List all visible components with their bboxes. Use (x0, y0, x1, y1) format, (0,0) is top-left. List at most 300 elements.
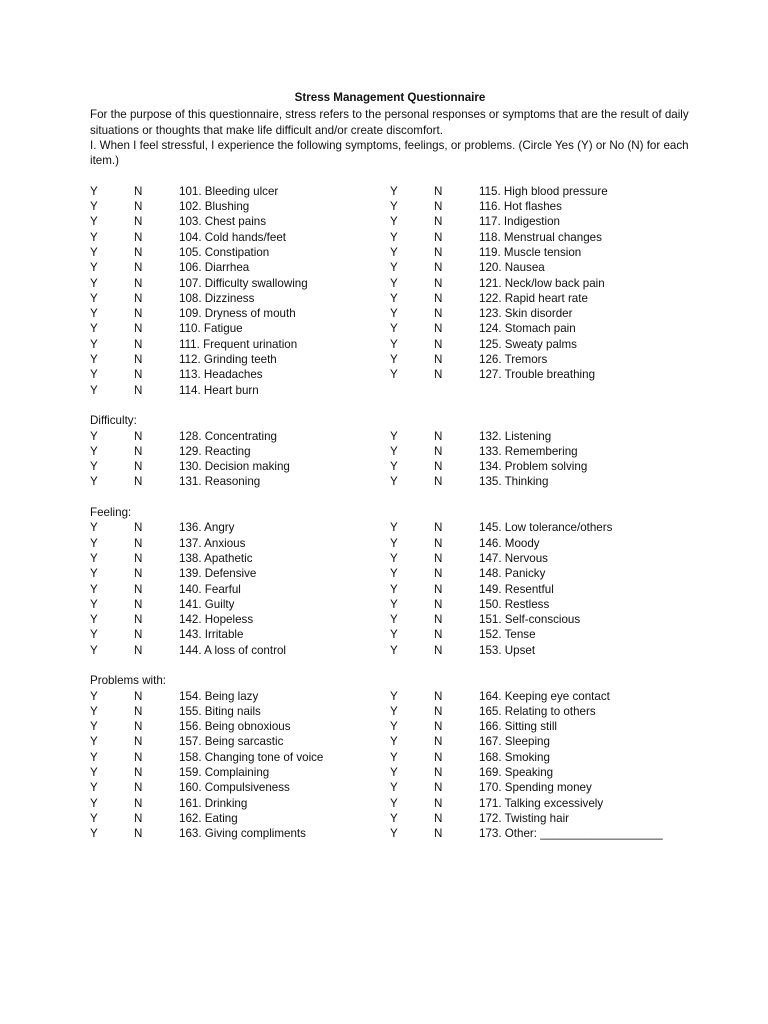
list-item (390, 826, 690, 841)
no-option[interactable]: N (134, 567, 143, 581)
list-item (390, 780, 690, 795)
item-label: 109. Dryness of mouth (179, 307, 296, 321)
no-option[interactable]: N (434, 307, 443, 321)
list-item (90, 459, 390, 474)
list-item (90, 184, 390, 199)
yes-option[interactable]: Y (390, 429, 398, 443)
item-label: 136. Angry (179, 521, 235, 535)
no-option[interactable]: N (134, 322, 143, 336)
list-item (390, 612, 690, 627)
yes-option[interactable]: Y (390, 475, 398, 489)
yes-option[interactable]: Y (90, 200, 98, 214)
no-option[interactable]: N (434, 551, 443, 565)
yes-option[interactable]: Y (90, 368, 98, 382)
no-option[interactable]: N (134, 689, 143, 703)
list-item (90, 383, 390, 398)
item-grid (90, 429, 690, 490)
no-option[interactable]: N (434, 184, 443, 198)
item-column-left (90, 520, 390, 658)
no-option[interactable]: N (434, 322, 443, 336)
list-item (90, 597, 390, 612)
list-item (390, 811, 690, 826)
item-label: 138. Apathetic (179, 551, 253, 565)
list-item (390, 321, 690, 336)
list-item (90, 520, 390, 535)
list-item (90, 352, 390, 367)
list-item (90, 551, 390, 566)
no-option[interactable]: N (134, 704, 143, 718)
no-option[interactable]: N (434, 261, 443, 275)
no-option[interactable]: N (434, 521, 443, 535)
no-option[interactable]: N (434, 689, 443, 703)
item-label: 104. Cold hands/feet (179, 230, 286, 244)
section-heading: Feeling: (90, 506, 132, 520)
list-item (90, 214, 390, 229)
no-option[interactable]: N (434, 582, 443, 596)
no-option[interactable]: N (434, 766, 443, 780)
item-label: 163. Giving compliments (179, 827, 306, 841)
item-label: 169. Speaking (479, 766, 554, 780)
no-option[interactable]: N (134, 353, 143, 367)
yes-option[interactable]: Y (90, 766, 98, 780)
list-item (390, 627, 690, 642)
item-grid (90, 520, 690, 658)
item-label: 148. Panicky (479, 567, 546, 581)
list-item (390, 276, 690, 291)
no-option[interactable]: N (134, 781, 143, 795)
yes-option[interactable]: Y (90, 781, 98, 795)
questionnaire-page (90, 90, 690, 842)
yes-option[interactable]: Y (90, 353, 98, 367)
item-label: 125. Sweaty palms (479, 337, 577, 351)
yes-option[interactable]: Y (390, 720, 398, 734)
yes-option[interactable]: Y (90, 245, 98, 259)
list-item (390, 536, 690, 551)
item-label: 159. Complaining (179, 766, 270, 780)
yes-option[interactable]: Y (390, 750, 398, 764)
no-option[interactable]: N (434, 475, 443, 489)
page-title: Stress Management Questionnaire (294, 91, 486, 104)
yes-option[interactable]: Y (390, 796, 398, 810)
yes-option[interactable]: Y (90, 643, 98, 657)
yes-option[interactable]: Y (90, 444, 98, 458)
yes-option[interactable]: Y (90, 291, 98, 305)
yes-option[interactable]: Y (90, 521, 98, 535)
item-column-left (90, 689, 390, 842)
yes-option[interactable]: Y (90, 796, 98, 810)
yes-option[interactable]: Y (390, 811, 398, 825)
list-item (90, 689, 390, 704)
item-label: 105. Constipation (179, 245, 270, 259)
no-option[interactable]: N (434, 597, 443, 611)
item-label: 101. Bleeding ulcer (179, 184, 279, 198)
no-option[interactable]: N (134, 460, 143, 474)
no-option[interactable]: N (134, 521, 143, 535)
item-label: 116. Hot flashes (479, 200, 562, 214)
item-label: 130. Decision making (179, 460, 290, 474)
no-option[interactable]: N (434, 444, 443, 458)
yes-option[interactable]: Y (90, 720, 98, 734)
yes-option[interactable]: Y (90, 383, 98, 397)
item-label: 107. Difficulty swallowing (179, 276, 308, 290)
list-item (390, 689, 690, 704)
item-label: 146. Moody (479, 536, 540, 550)
item-label: 128. Concentrating (179, 429, 277, 443)
section-0 (90, 184, 690, 398)
yes-option[interactable]: Y (90, 261, 98, 275)
list-item (90, 337, 390, 352)
yes-option[interactable]: Y (390, 184, 398, 198)
item-label: 144. A loss of control (179, 643, 286, 657)
no-option[interactable]: N (434, 429, 443, 443)
no-option[interactable]: N (434, 276, 443, 290)
no-option[interactable]: N (134, 276, 143, 290)
yes-option[interactable]: Y (390, 628, 398, 642)
yes-option[interactable]: Y (390, 582, 398, 596)
item-label: 167. Sleeping (479, 735, 550, 749)
yes-option[interactable]: Y (390, 291, 398, 305)
no-option[interactable]: N (134, 291, 143, 305)
no-option[interactable]: N (134, 643, 143, 657)
yes-option[interactable]: Y (90, 811, 98, 825)
item-label: 120. Nausea (479, 261, 545, 275)
section-heading: Problems with: (90, 674, 167, 688)
item-label: 124. Stomach pain (479, 322, 576, 336)
no-option[interactable]: N (134, 184, 143, 198)
list-item (90, 704, 390, 719)
item-label: 115. High blood pressure (479, 184, 608, 198)
yes-option[interactable]: Y (390, 200, 398, 214)
list-item (390, 582, 690, 597)
item-label: 158. Changing tone of voice (179, 750, 324, 764)
item-label: 156. Being obnoxious (179, 720, 291, 734)
no-option[interactable]: N (134, 796, 143, 810)
item-label: 110. Fatigue (179, 322, 243, 336)
yes-option[interactable]: Y (90, 536, 98, 550)
questionnaire-sections (90, 184, 690, 842)
yes-option[interactable]: Y (90, 215, 98, 229)
yes-option[interactable]: Y (90, 322, 98, 336)
yes-option[interactable]: Y (390, 643, 398, 657)
item-label: 123. Skin disorder (479, 307, 573, 321)
yes-option[interactable]: Y (90, 628, 98, 642)
no-option[interactable]: N (134, 551, 143, 565)
yes-option[interactable]: Y (390, 704, 398, 718)
no-option[interactable]: N (134, 536, 143, 550)
no-option[interactable]: N (134, 368, 143, 382)
no-option[interactable]: N (134, 597, 143, 611)
item-label: 103. Chest pains (179, 215, 267, 229)
list-item (90, 367, 390, 382)
no-option[interactable]: N (434, 353, 443, 367)
list-item (90, 719, 390, 734)
item-label: 157. Being sarcastic (179, 735, 284, 749)
no-option[interactable]: N (434, 536, 443, 550)
item-label: 111. Frequent urination (179, 337, 298, 351)
yes-option[interactable]: Y (90, 184, 98, 198)
item-label: 126. Tremors (479, 353, 548, 367)
list-item (390, 429, 690, 444)
list-item (390, 260, 690, 275)
no-option[interactable]: N (134, 582, 143, 596)
list-item (90, 474, 390, 489)
list-item (90, 260, 390, 275)
no-option[interactable]: N (134, 215, 143, 229)
yes-option[interactable]: Y (90, 735, 98, 749)
item-label: 153. Upset (479, 643, 536, 657)
yes-option[interactable]: Y (390, 245, 398, 259)
no-option[interactable]: N (434, 720, 443, 734)
list-item (90, 276, 390, 291)
list-item (90, 627, 390, 642)
yes-option[interactable]: Y (90, 750, 98, 764)
item-grid (90, 689, 690, 842)
no-option[interactable]: N (434, 200, 443, 214)
list-item (90, 811, 390, 826)
no-option[interactable]: N (134, 720, 143, 734)
no-option[interactable]: N (134, 230, 143, 244)
list-item (390, 474, 690, 489)
item-label: 134. Problem solving (479, 460, 588, 474)
no-option[interactable]: N (134, 429, 143, 443)
yes-option[interactable]: Y (390, 460, 398, 474)
no-option[interactable]: N (134, 444, 143, 458)
no-option[interactable]: N (134, 628, 143, 642)
list-item (90, 245, 390, 260)
item-label: 113. Headaches (179, 368, 263, 382)
item-label: 160. Compulsiveness (179, 781, 290, 795)
yes-option[interactable]: Y (390, 337, 398, 351)
item-label: 147. Nervous (479, 551, 548, 565)
no-option[interactable]: N (134, 827, 143, 841)
no-option[interactable]: N (434, 643, 443, 657)
list-item (390, 291, 690, 306)
list-item (90, 582, 390, 597)
yes-option[interactable]: Y (90, 827, 98, 841)
yes-option[interactable]: Y (90, 689, 98, 703)
no-option[interactable]: N (434, 796, 443, 810)
no-option[interactable]: N (434, 368, 443, 382)
item-label: 117. Indigestion (479, 215, 561, 229)
list-item (390, 337, 690, 352)
yes-option[interactable]: Y (390, 322, 398, 336)
no-option[interactable]: N (134, 383, 143, 397)
no-option[interactable]: N (134, 750, 143, 764)
no-option[interactable]: N (434, 230, 443, 244)
intro-text (90, 107, 690, 168)
yes-option[interactable]: Y (90, 460, 98, 474)
yes-option[interactable]: Y (90, 704, 98, 718)
yes-option[interactable]: Y (390, 521, 398, 535)
yes-option[interactable]: Y (390, 551, 398, 565)
no-option[interactable]: N (434, 291, 443, 305)
item-column-right (390, 520, 690, 658)
list-item (90, 199, 390, 214)
list-item (390, 704, 690, 719)
item-label: 164. Keeping eye contact (479, 689, 610, 703)
list-item (390, 566, 690, 581)
list-item (390, 306, 690, 321)
yes-option[interactable]: Y (90, 429, 98, 443)
list-item (390, 367, 690, 382)
item-label: 155. Biting nails (179, 704, 261, 718)
item-label: 141. Guilty (179, 597, 235, 611)
item-label: 142. Hopeless (179, 613, 254, 627)
yes-option[interactable]: Y (90, 613, 98, 627)
no-option[interactable]: N (134, 735, 143, 749)
intro-paragraph: For the purpose of this questionnaire, stress refers to the personal responses or symptoms that are the result of daily situations or thoughts that make life difficult and/or create discomfort. (90, 108, 689, 137)
yes-option[interactable]: Y (390, 536, 398, 550)
list-item (90, 230, 390, 245)
yes-option[interactable]: Y (390, 307, 398, 321)
no-option[interactable]: N (434, 567, 443, 581)
no-option[interactable]: N (434, 750, 443, 764)
yes-option[interactable]: Y (390, 735, 398, 749)
yes-option[interactable]: Y (390, 353, 398, 367)
no-option[interactable]: N (134, 200, 143, 214)
list-item (390, 352, 690, 367)
yes-option[interactable]: Y (390, 368, 398, 382)
yes-option[interactable]: Y (90, 475, 98, 489)
no-option[interactable]: N (134, 307, 143, 321)
yes-option[interactable]: Y (390, 827, 398, 841)
no-option[interactable]: N (134, 811, 143, 825)
item-label: 102. Blushing (179, 200, 250, 214)
list-item (390, 245, 690, 260)
item-column-right (390, 429, 690, 490)
yes-option[interactable]: Y (90, 597, 98, 611)
item-label: 137. Anxious (179, 536, 246, 550)
section-1 (90, 413, 690, 489)
item-label: 152. Tense (479, 628, 536, 642)
item-label: 132. Listening (479, 429, 552, 443)
yes-option[interactable]: Y (390, 597, 398, 611)
list-item (390, 459, 690, 474)
list-item (90, 321, 390, 336)
item-label: 140. Fearful (179, 582, 241, 596)
item-label: 133. Remembering (479, 444, 578, 458)
yes-option[interactable]: Y (90, 567, 98, 581)
list-item (390, 734, 690, 749)
no-option[interactable]: N (434, 735, 443, 749)
no-option[interactable]: N (434, 781, 443, 795)
item-label: 173. Other: ___________________ (479, 827, 663, 841)
item-label: 127. Trouble breathing (479, 368, 596, 382)
yes-option[interactable]: Y (90, 582, 98, 596)
yes-option[interactable]: Y (90, 276, 98, 290)
yes-option[interactable]: Y (390, 567, 398, 581)
item-label: 171. Talking excessively (479, 796, 604, 810)
yes-option[interactable]: Y (90, 230, 98, 244)
section-3 (90, 673, 690, 841)
item-label: 129. Reacting (179, 444, 251, 458)
item-label: 170. Spending money (479, 781, 592, 795)
no-option[interactable]: N (134, 766, 143, 780)
list-item (390, 597, 690, 612)
no-option[interactable]: N (434, 460, 443, 474)
item-label: 135. Thinking (479, 475, 549, 489)
list-item (90, 826, 390, 841)
item-label: 168. Smoking (479, 750, 550, 764)
list-item (90, 566, 390, 581)
no-option[interactable]: N (134, 245, 143, 259)
no-option[interactable]: N (434, 337, 443, 351)
list-item (390, 184, 690, 199)
no-option[interactable]: N (134, 475, 143, 489)
yes-option[interactable]: Y (390, 444, 398, 458)
yes-option[interactable]: Y (90, 337, 98, 351)
item-label: 172. Twisting hair (479, 811, 570, 825)
item-grid (90, 184, 690, 398)
yes-option[interactable]: Y (390, 276, 398, 290)
list-item (90, 765, 390, 780)
list-item (90, 444, 390, 459)
item-label: 139. Defensive (179, 567, 257, 581)
list-item (390, 230, 690, 245)
yes-option[interactable]: Y (90, 307, 98, 321)
list-item (390, 796, 690, 811)
yes-option[interactable]: Y (390, 215, 398, 229)
item-label: 166. Sitting still (479, 720, 557, 734)
item-label: 154. Being lazy (179, 689, 259, 703)
item-label: 122. Rapid heart rate (479, 291, 588, 305)
yes-option[interactable]: Y (90, 551, 98, 565)
item-label: 112. Grinding teeth (179, 353, 277, 367)
no-option[interactable]: N (434, 704, 443, 718)
list-item (90, 429, 390, 444)
list-item (90, 750, 390, 765)
instructions-paragraph: I. When I feel stressful, I experience the following symptoms, feelings, or problems. (Circle Yes (Y) or No (N) for each item.) (90, 138, 689, 168)
no-option[interactable]: N (434, 613, 443, 627)
section-heading: Difficulty: (90, 414, 137, 428)
list-item (390, 719, 690, 734)
yes-option[interactable]: Y (390, 766, 398, 780)
item-column-left (90, 184, 390, 398)
no-option[interactable]: N (134, 261, 143, 275)
list-item (90, 780, 390, 795)
list-item (390, 199, 690, 214)
item-label: 114. Heart burn (179, 383, 259, 397)
list-item (390, 765, 690, 780)
yes-option[interactable]: Y (390, 689, 398, 703)
item-label: 165. Relating to others (479, 704, 596, 718)
item-column-left (90, 429, 390, 490)
item-label: 121. Neck/low back pain (479, 276, 605, 290)
no-option[interactable]: N (434, 811, 443, 825)
no-option[interactable]: N (434, 215, 443, 229)
yes-option[interactable]: Y (390, 613, 398, 627)
item-column-right (390, 184, 690, 398)
item-label: 108. Dizziness (179, 291, 255, 305)
item-label: 118. Menstrual changes (479, 230, 602, 244)
item-label: 143. Irritable (179, 628, 244, 642)
no-option[interactable]: N (434, 827, 443, 841)
item-label: 151. Self-conscious (479, 613, 581, 627)
list-item (390, 750, 690, 765)
no-option[interactable]: N (134, 613, 143, 627)
no-option[interactable]: N (134, 337, 143, 351)
no-option[interactable]: N (434, 245, 443, 259)
yes-option[interactable]: Y (390, 230, 398, 244)
item-label: 162. Eating (179, 811, 238, 825)
list-item (90, 796, 390, 811)
list-item (90, 306, 390, 321)
no-option[interactable]: N (434, 628, 443, 642)
list-item (390, 551, 690, 566)
item-column-right (390, 689, 690, 842)
yes-option[interactable]: Y (390, 781, 398, 795)
yes-option[interactable]: Y (390, 261, 398, 275)
